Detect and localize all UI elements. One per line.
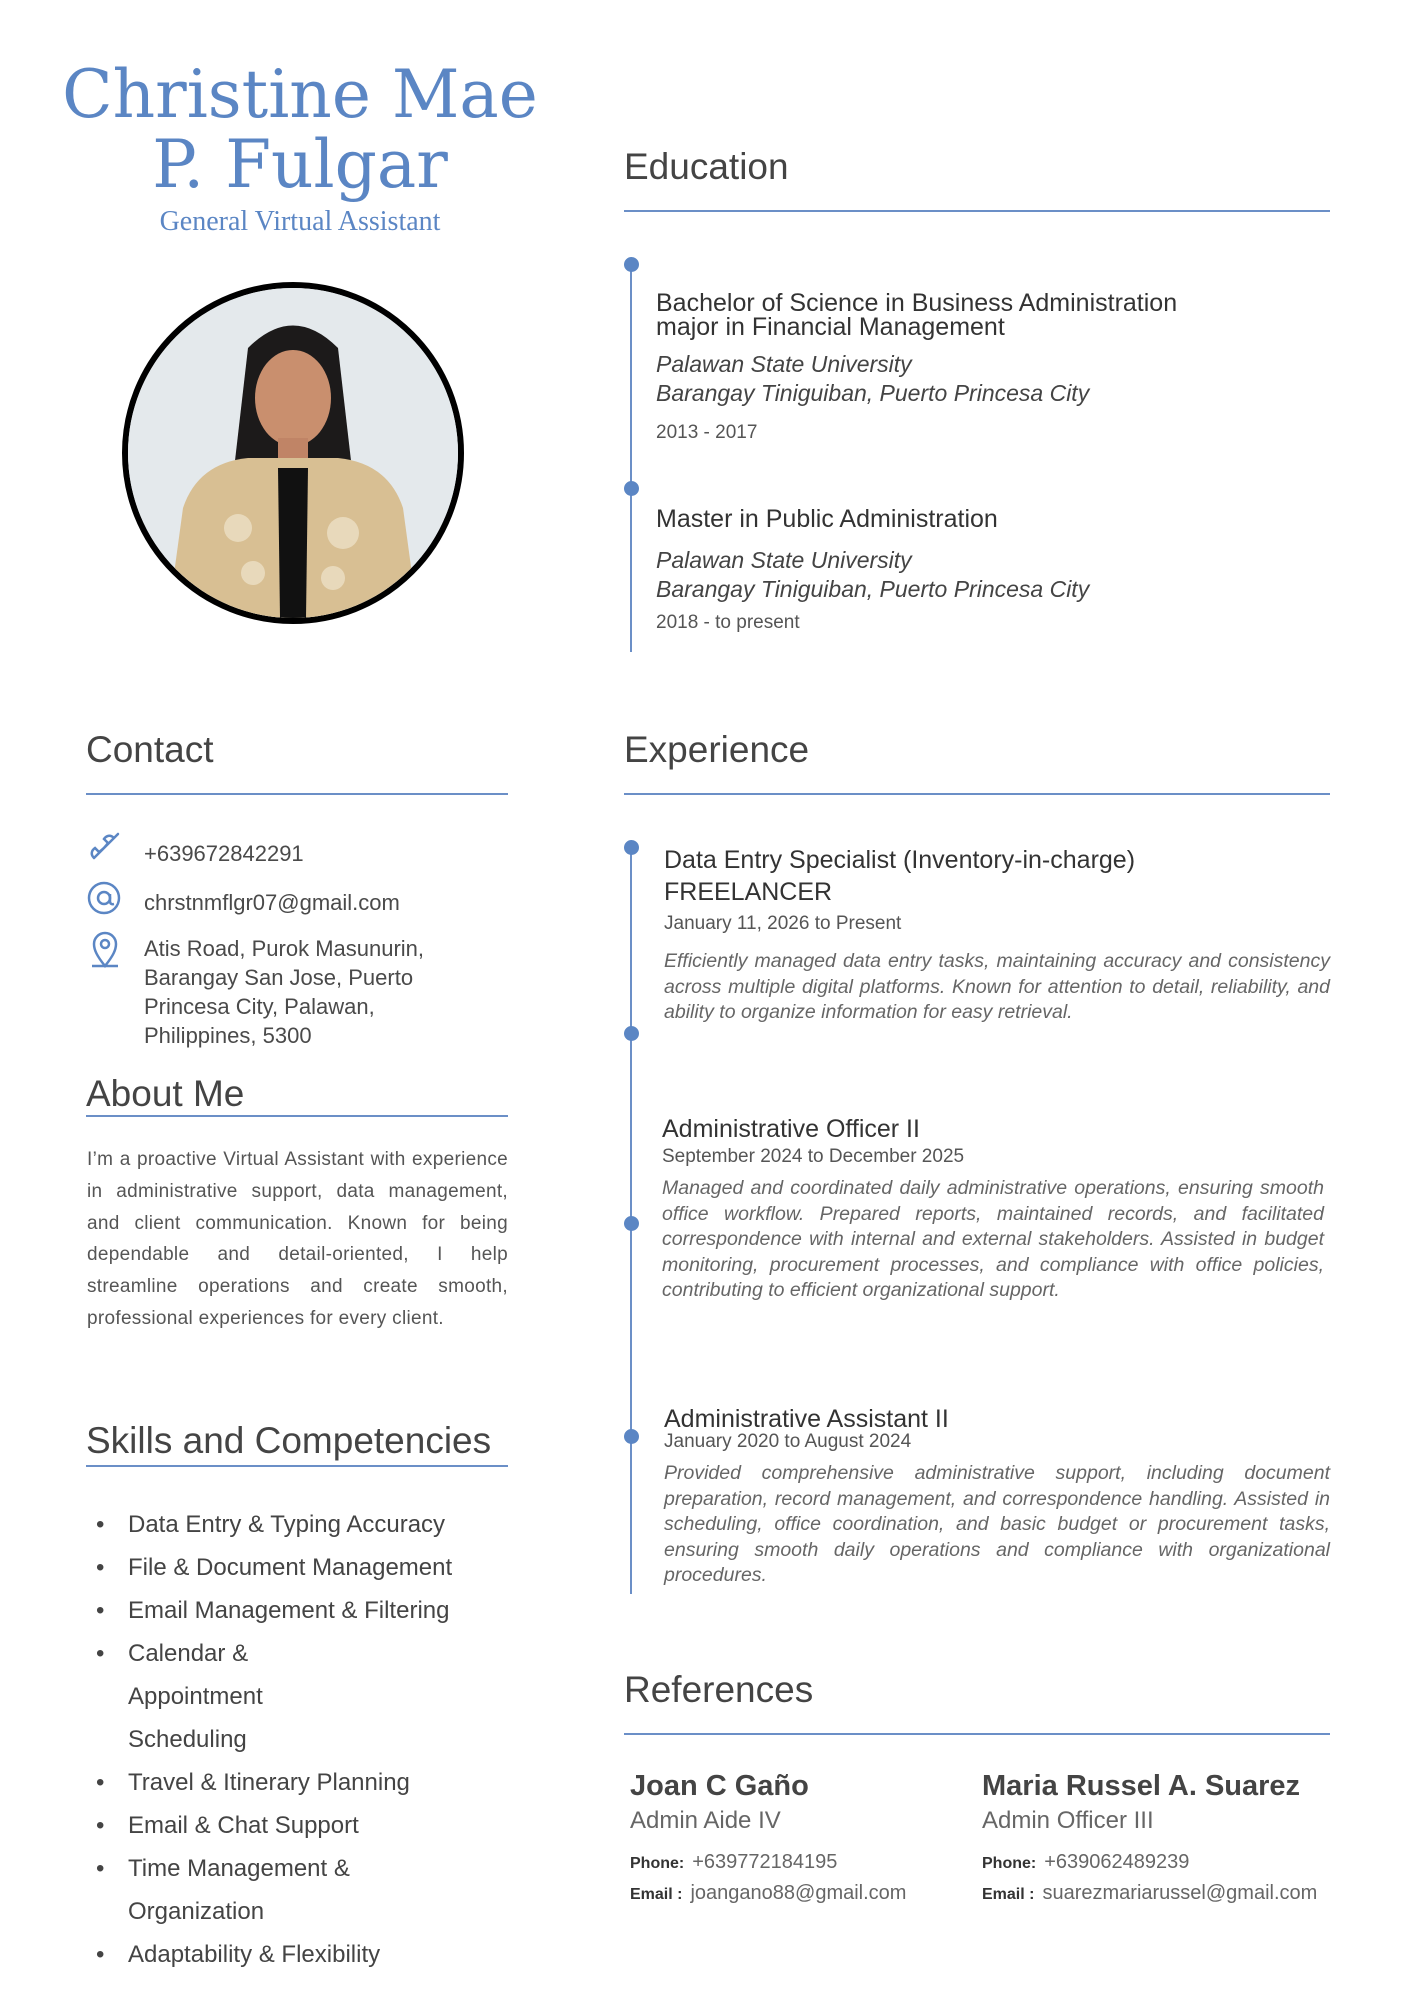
degree-title: Master in Public Administration [656,505,998,533]
job-role: Data Entry Specialist (Inventory-in-charge) [664,846,1136,874]
skill-item: • Email & Chat Support [88,1804,528,1847]
reference-phone [630,1851,960,1874]
skill-item: • Travel & Itinerary Planning [88,1761,528,1804]
job-role: Administrative Assistant II [664,1405,949,1433]
education-entry [656,507,1316,634]
reference-email-value[interactable]: suarezmariarussel@gmail.com [1042,1882,1318,1904]
experience-entry [664,1404,1330,1589]
skill-item: • Email Management & Filtering [88,1589,528,1632]
phone-icon [86,828,122,869]
skill-item: • Adaptability & Flexibility [88,1933,528,1976]
job-employer: FREELANCER [664,878,833,906]
job-description: Managed and coordinated daily administrative operations, ensuring smooth office workflow. Prepared reports, maintained records, and facilitated correspondence with internal and external stakeholders. Assisted in budget monitoring, procurement processes, and compliance with office policies, contributing to efficient organizational support. [662,1177,1324,1301]
timeline-dot [624,257,639,272]
skill-item: • Data Entry & Typing Accuracy [88,1503,528,1546]
about-heading: About Me [86,1073,245,1114]
experience-entry [664,844,1330,1026]
education-years: 2013 - 2017 [656,422,758,443]
reference-card [630,1770,960,1905]
job-dates: January 2020 to August 2024 [664,1431,912,1452]
name-line-2: P. Fulgar [152,126,448,203]
references-heading: References [624,1669,814,1710]
job-description: Provided comprehensive administrative support, including document preparation, record management, and correspondence handling. Assisted in scheduling, office coordination, and basic budget or procurement tasks, ensuring smooth daily operations and compliance with organizational procedures. [664,1462,1330,1586]
skills-list [88,1503,528,1976]
skill-item: • Calendar & Appointment Scheduling [88,1632,388,1761]
experience-divider [624,793,1330,795]
name-line-1: Christine Mae [62,56,538,133]
reference-phone-value[interactable]: +639772184195 [692,1851,838,1873]
reference-name: Joan C Gaño [630,1770,809,1802]
at-sign-icon [86,880,122,921]
job-description: Efficiently managed data entry tasks, maintaining accuracy and consistency across multiple digital platforms. Known for attention to detail, reliability, and ability to organize information for easy retrieval. [664,950,1330,1023]
timeline-dot [624,1429,639,1444]
experience-heading: Experience [624,729,810,770]
job-role: Administrative Officer II [662,1115,920,1143]
portrait-illustration [128,288,458,618]
education-timeline [630,264,632,652]
degree-title-line2: major in Financial Management [656,313,1005,341]
skill-item: • File & Document Management [88,1546,528,1589]
contact-email[interactable]: chrstnmflgr07@gmail.com [144,890,400,915]
reference-phone [982,1851,1342,1874]
phone-label: Phone: [630,1855,685,1872]
reference-role: Admin Officer III [982,1807,1154,1834]
job-dates: September 2024 to December 2025 [662,1146,965,1167]
timeline-dot [624,1026,639,1041]
about-text: I’m a proactive Virtual Assistant with experience in administrative support, data management, and client communication. Known for being dependable and detail-oriented, I help streamline operations and create smooth, professional experiences for every client. [87,1149,508,1329]
email-label: Email : [630,1886,683,1903]
contact-phone[interactable]: +639672842291 [144,841,304,866]
address-line: Atis Road, Purok Masunurin, [144,936,425,961]
about-divider [86,1115,508,1117]
education-years: 2018 - to present [656,612,800,633]
contact-divider [86,793,508,795]
reference-email [630,1882,960,1905]
school-name: Palawan State University [656,351,912,377]
reference-name: Maria Russel A. Suarez [982,1770,1301,1802]
experience-entry [662,1114,1324,1304]
references-divider [624,1733,1330,1735]
skills-heading: Skills and Competencies [86,1420,492,1461]
reference-card [982,1770,1342,1905]
skill-item: • Time Management & Organization [88,1847,388,1933]
email-label: Email : [982,1886,1035,1903]
address-line: Philippines, 5300 [144,1023,312,1048]
contact-heading: Contact [86,729,214,770]
timeline-dot [624,481,639,496]
phone-label: Phone: [982,1855,1037,1872]
education-divider [624,210,1330,212]
education-entry [656,291,1316,444]
school-location: Barangay Tiniguiban, Puerto Princesa City [656,576,1090,602]
reference-phone-value[interactable]: +639062489239 [1044,1851,1190,1873]
address-line: Barangay San Jose, Puerto [144,965,414,990]
degree-title: Bachelor of Science in Business Administration [656,289,1178,317]
reference-role: Admin Aide IV [630,1807,781,1834]
school-location: Barangay Tiniguiban, Puerto Princesa City [656,380,1090,406]
school-name: Palawan State University [656,547,912,573]
reference-email-value[interactable]: joangano88@gmail.com [690,1882,907,1904]
full-name [40,56,560,203]
profile-photo [122,282,464,624]
education-heading: Education [624,146,789,187]
reference-email [982,1882,1342,1905]
address-line: Princesa City, Palawan, [144,994,375,1019]
job-title: General Virtual Assistant [159,206,441,237]
timeline-dot [624,840,639,855]
contact-address [144,934,484,1050]
skills-divider [86,1465,508,1467]
location-pin-icon [88,930,122,975]
timeline-dot [624,1216,639,1231]
job-dates: January 11, 2026 to Present [664,913,902,934]
